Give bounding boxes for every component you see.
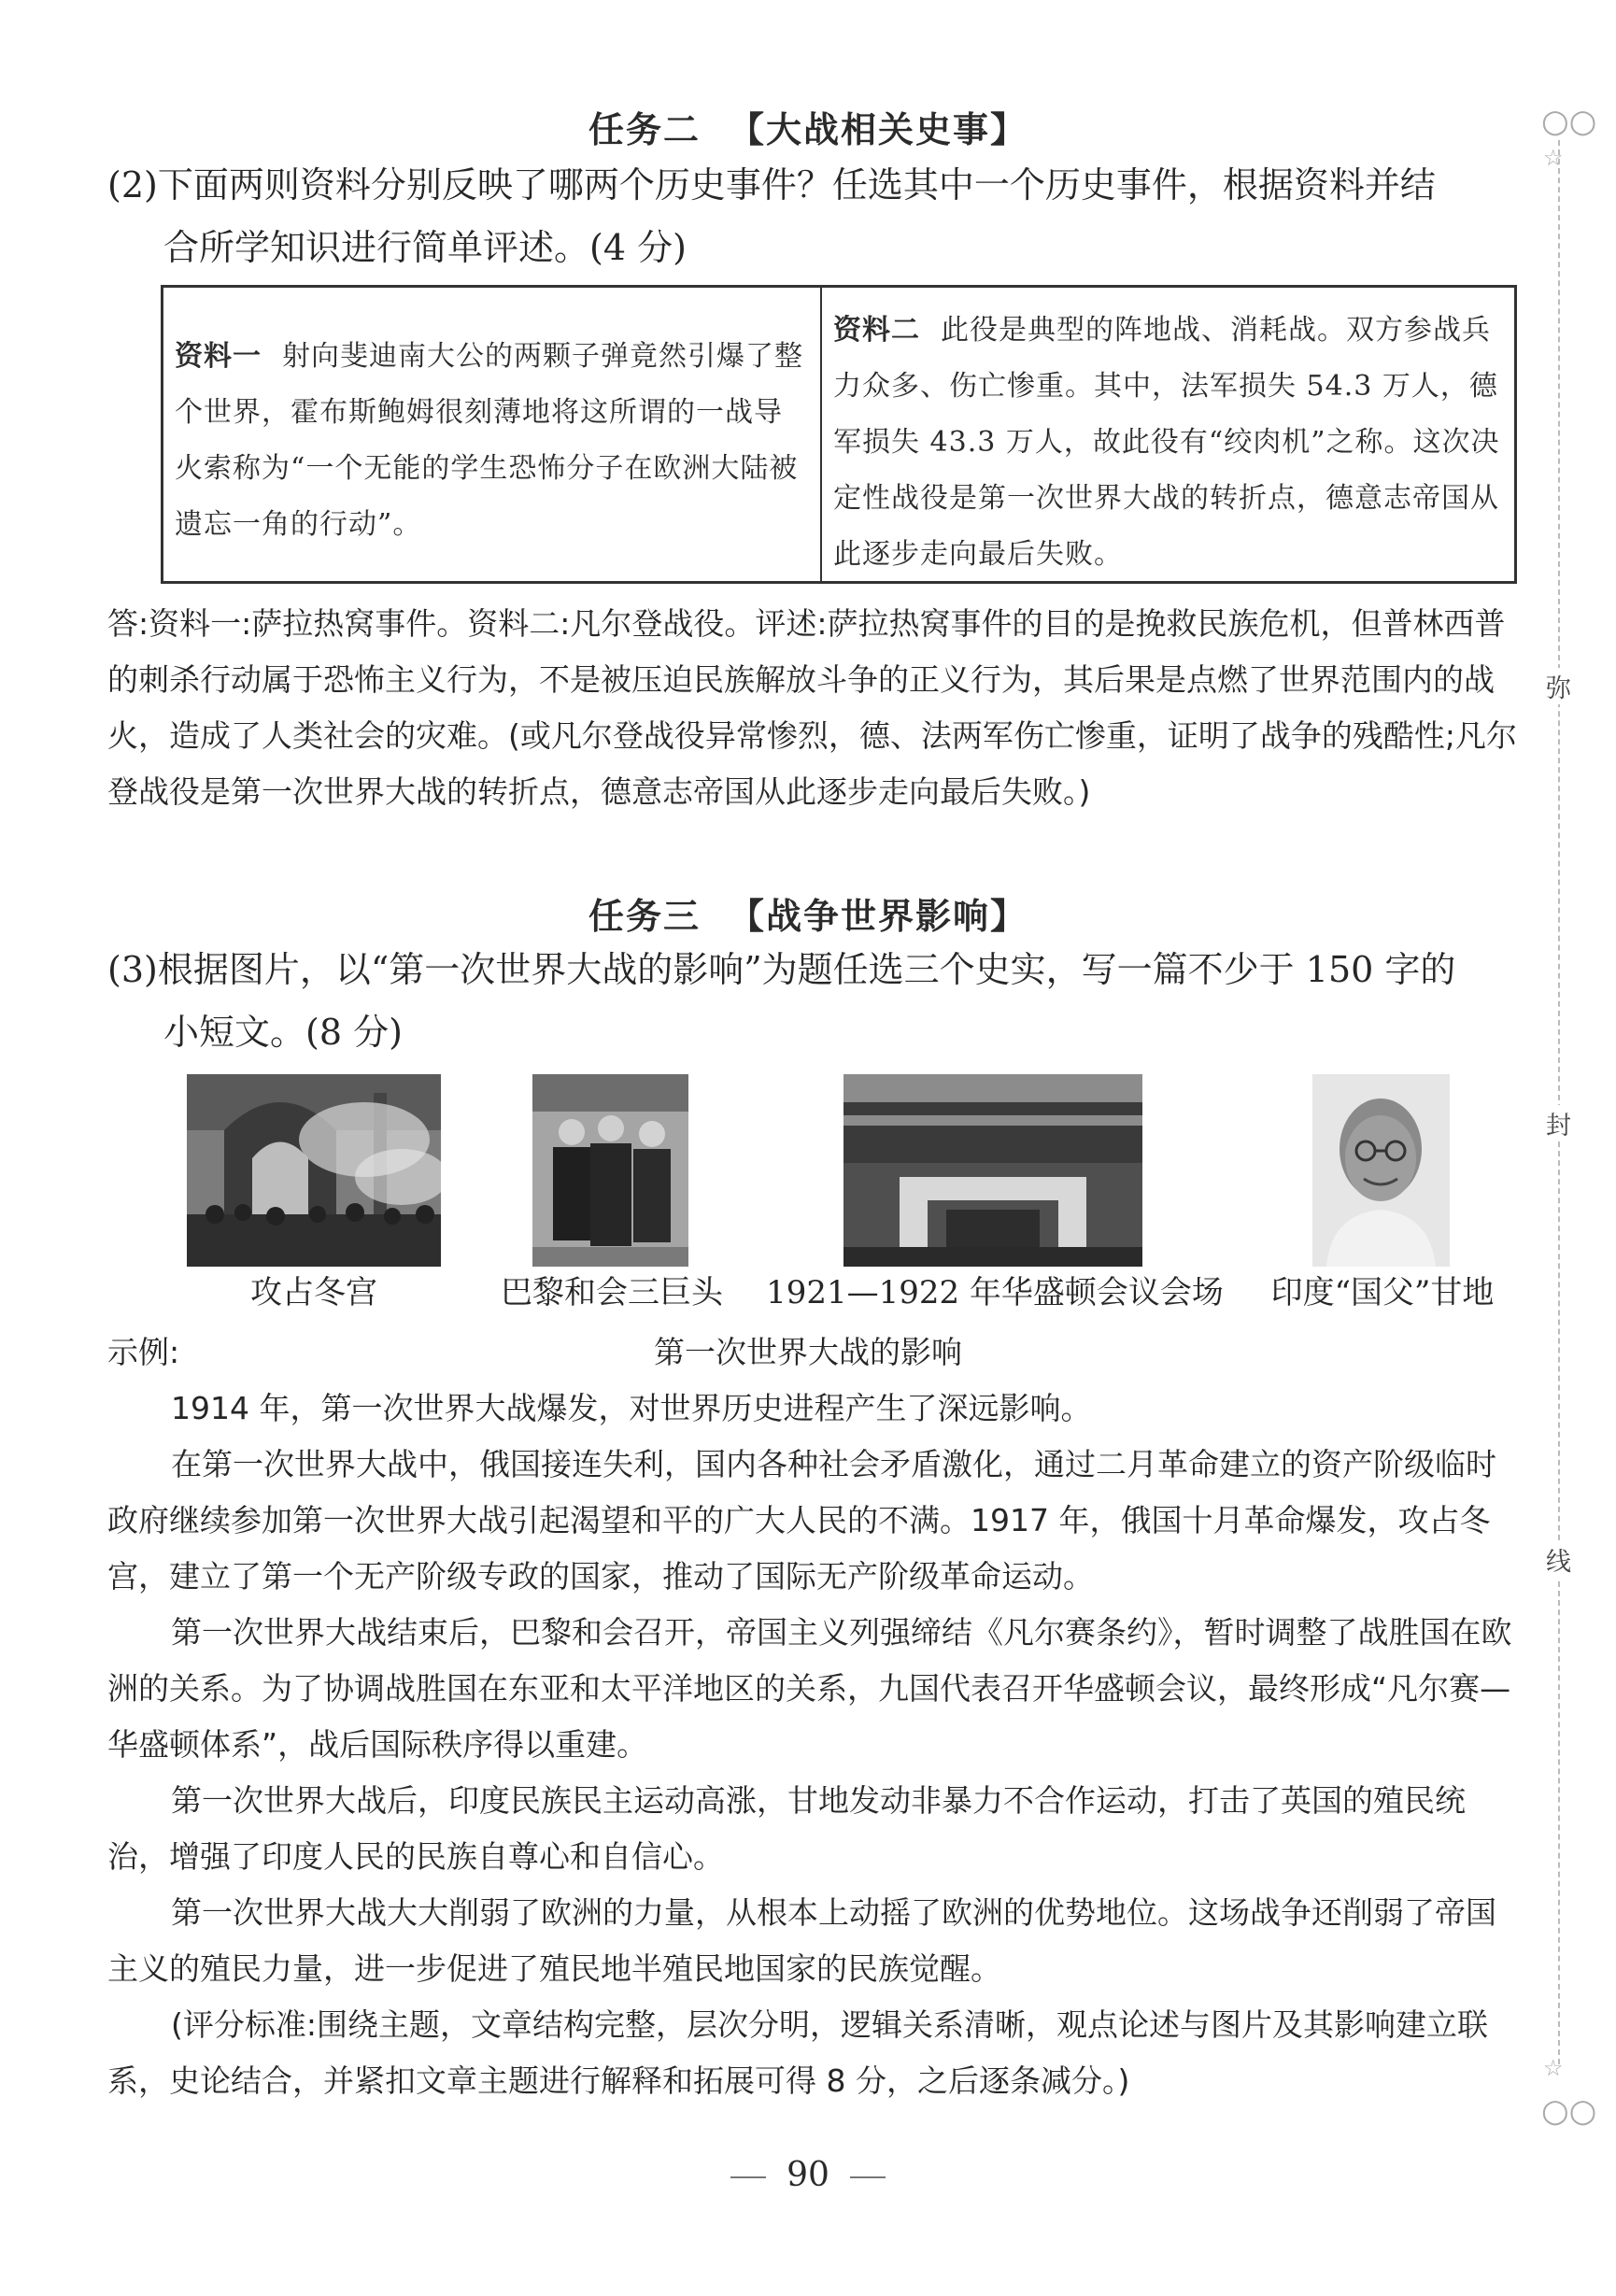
material2-text: 此役是典型的阵地战、消耗战。双方参战兵力众多、伤亡惨重。其中，法军损失 54.3 万人，德军损失 43.3 万人，故此役有“绞肉机”之称。这次决定性战役是第一次世界大战的转折点，德意志帝国从此逐步走向最后失败。 <box>833 314 1500 571</box>
margin-mark-feng: 封 <box>1546 1105 1571 1141</box>
essay-scoring-criteria: (评分标准:围绕主题，文章结构完整，层次分明，逻辑关系清晰，观点论述与图片及其影响建立联系，史论结合，并紧扣文章主题进行解释和拓展可得 8 分，之后逐条减分。) <box>107 2006 1488 2099</box>
essay-paragraph: 第一次世界大战大大削弱了欧洲的力量，从根本上动摇了欧洲的优势地位。这场战争还削弱了帝国主义的殖民力量，进一步促进了殖民地半殖民地国家的民族觉醒。 <box>107 1894 1496 1987</box>
task3-question <box>107 939 1523 1064</box>
material1-label: 资料一 <box>175 340 262 373</box>
essay-title: 第一次世界大战的影响 <box>654 1334 962 1370</box>
binding-dashed-line <box>1558 140 1560 2064</box>
margin-mark-xian: 线 <box>1546 1541 1571 1578</box>
task2-bracket: 【大战相关史事】 <box>729 109 1028 150</box>
photo-winter-palace <box>187 1074 441 1267</box>
task3-question-line2: 小短文。(8 分) <box>163 1012 403 1053</box>
caption-gandhi: 印度“国父”甘地 <box>1270 1274 1495 1311</box>
essay-paragraph: 在第一次世界大战中，俄国接连失利，国内各种社会矛盾激化，通过二月革命建立的资产阶级临时政府继续参加第一次世界大战引起渴望和平的广大人民的不满。1917 年，俄国十月革命爆发，攻占冬宫，建立了第一个无产阶级专政的国家，推动了国际无产阶级革命运动。 <box>107 1446 1496 1594</box>
example-label: 示例: <box>107 1334 180 1370</box>
circle-ornament-icon: ○○ <box>1541 103 1597 140</box>
caption-washington-conference: 1921—1922 年华盛顿会议会场 <box>766 1274 1224 1311</box>
caption-big-three: 巴黎和会三巨头 <box>501 1274 723 1311</box>
essay-body <box>107 1381 1523 2109</box>
task3-question-line1: (3)根据图片，以“第一次世界大战的影响”为题任选三个史实，写一篇不少于 150 字的 <box>107 949 1456 990</box>
material1-cell <box>163 288 822 581</box>
page-number-dash-right <box>850 2176 886 2178</box>
photo-washington-conference <box>843 1074 1142 1267</box>
task2-question-line2: 合所学知识进行简单评述。(4 分) <box>163 227 687 268</box>
photo-big-three <box>532 1074 688 1267</box>
essay-paragraph: 第一次世界大战结束后，巴黎和会召开，帝国主义列强缔结《凡尔赛条约》，暂时调整了战胜国在欧洲的关系。为了协调战胜国在东亚和太平洋地区的关系，九国代表召开华盛顿会议，最终形成“凡尔赛—华盛顿体系”，战后国际秩序得以重建。 <box>107 1614 1512 1763</box>
page-number-value: 90 <box>787 2156 829 2194</box>
task2-question-line1: (2)下面两则资料分别反映了哪两个历史事件？任选其中一个历史事件，根据资料并结 <box>107 164 1436 206</box>
caption-winter-palace: 攻占冬宫 <box>250 1274 377 1311</box>
margin-mark-mi: 弥 <box>1546 668 1571 704</box>
task2-answer: 答:资料一:萨拉热窝事件。资料二:凡尔登战役。评述:萨拉热窝事件的目的是挽救民族危机，但普林西普的刺杀行动属于恐怖主义行为，不是被压迫民族解放斗争的正义行为，其后果是点燃了世界范围内的战火，造成了人类社会的灾难。(或凡尔登战役异常惨烈，德、法两军伤亡惨重，证明了战争的残酷性;凡尔登战役是第一次世界大战的转折点，德意志帝国从此逐步走向最后失败。) <box>107 605 1517 810</box>
task3-title: 任务三 <box>588 896 701 937</box>
star-ornament-icon: ☆ <box>1543 145 1564 171</box>
task3-heading <box>0 887 1616 939</box>
task2-heading <box>0 101 1616 152</box>
task2-question <box>107 154 1523 279</box>
task3-bracket: 【战争世界影响】 <box>729 896 1028 937</box>
star-ornament-icon: ☆ <box>1543 2055 1564 2081</box>
circle-ornament-icon: ○○ <box>1541 2092 1597 2130</box>
material1-text: 射向斐迪南大公的两颗子弹竟然引爆了整个世界，霍布斯鲍姆很刻薄地将这所谓的一战导火索称为“一个无能的学生恐怖分子在欧洲大陆被遗忘一角的行动”。 <box>175 340 803 541</box>
essay-paragraph: 1914 年，第一次世界大战爆发，对世界历史进程产生了深远影响。 <box>171 1390 1092 1426</box>
essay-paragraph: 第一次世界大战后，印度民族民主运动高涨，甘地发动非暴力不合作运动，打击了英国的殖民统治，增强了印度人民的民族自尊心和自信心。 <box>107 1782 1466 1875</box>
material2-cell <box>822 288 1514 581</box>
task2-title: 任务二 <box>588 109 701 150</box>
photo-gandhi <box>1312 1074 1450 1267</box>
material2-label: 资料二 <box>833 314 920 347</box>
materials-table <box>161 285 1517 584</box>
page-number-dash-left <box>730 2176 766 2178</box>
page-number <box>0 2156 1616 2194</box>
